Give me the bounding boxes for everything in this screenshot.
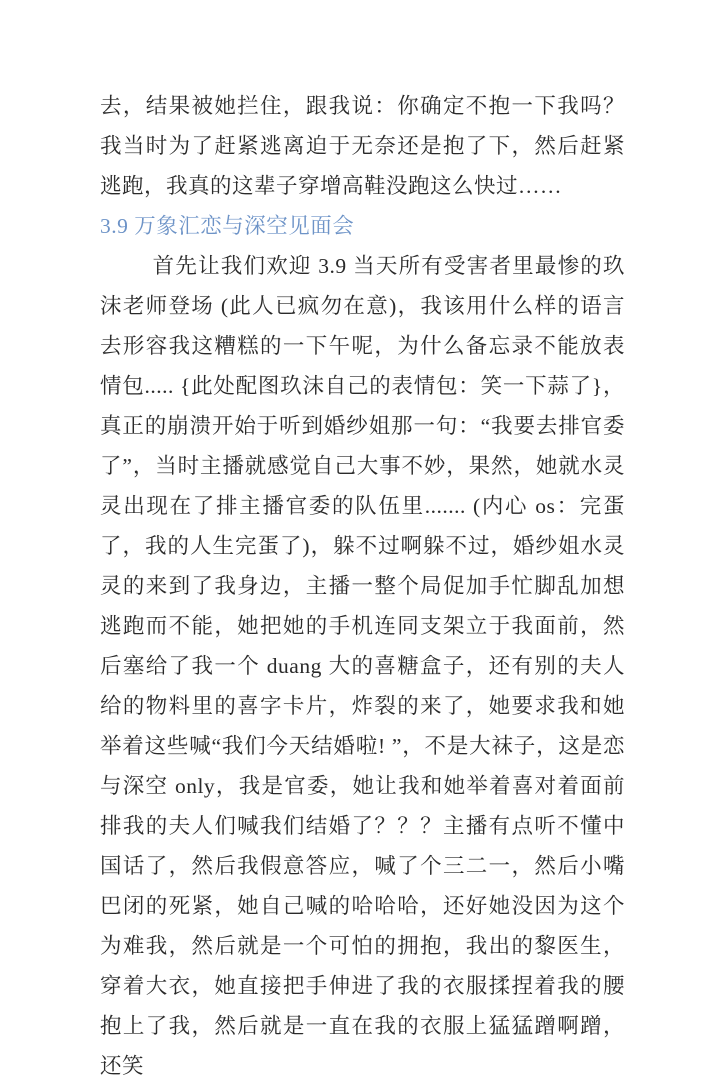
- section-heading: 3.9 万象汇恋与深空见面会: [100, 214, 355, 238]
- paragraph-main: 首先让我们欢迎 3.9 当天所有受害者里最惨的玖沫老师登场 (此人已疯勿在意)，我该用什么样的语言去形容我这糟糕的一下午呢，为什么备忘录不能放表情包..... {此处配图玖沫自己的表情包：笑一下蒜了}，真正的崩溃开始于听到婚纱姐那一句：“我要去排官委了”，当时主播就感觉自己大事不妙，果然，她就水灵灵出现在了排主播官委的队伍里....... (内心 os：完蛋了，我的人生完蛋了)，躲不过啊躲不过，婚纱姐水灵灵的来到了我身边，主播一整个局促加手忙脚乱加想逃跑而不能，她把她的手机连同支架立于我面前，然后塞给了我一个 duang 大的喜糖盒子，还有别的夫人给的物料里的喜字卡片，炸裂的来了，她要求我和她举着这些喊“我们今天结婚啦! ”，不是大袜子，这是恋与深空 only，我是官委，她让我和她举着喜对着面前排我的夫人们喊我们结婚了？？？主播有点听不懂中国话了，然后我假意答应，喊了个三二一，然后小嘴巴闭的死紧，她自己喊的哈哈哈，还好她没因为这个为难我，然后就是一个可怕的拥抱，我出的黎医生，穿着大衣，她直接把手伸进了我的衣服揉捏着我的腰抱上了我，然后就是一直在我的衣服上猛猛蹭啊蹭，还笑: [100, 254, 625, 1078]
- paragraph-continuation: 去，结果被她拦住，跟我说：你确定不抱一下我吗？我当时为了赶紧逃离迫于无奈还是抱了下，然后赶紧逃跑，我真的这辈子穿增高鞋没跑这么快过……: [100, 94, 625, 198]
